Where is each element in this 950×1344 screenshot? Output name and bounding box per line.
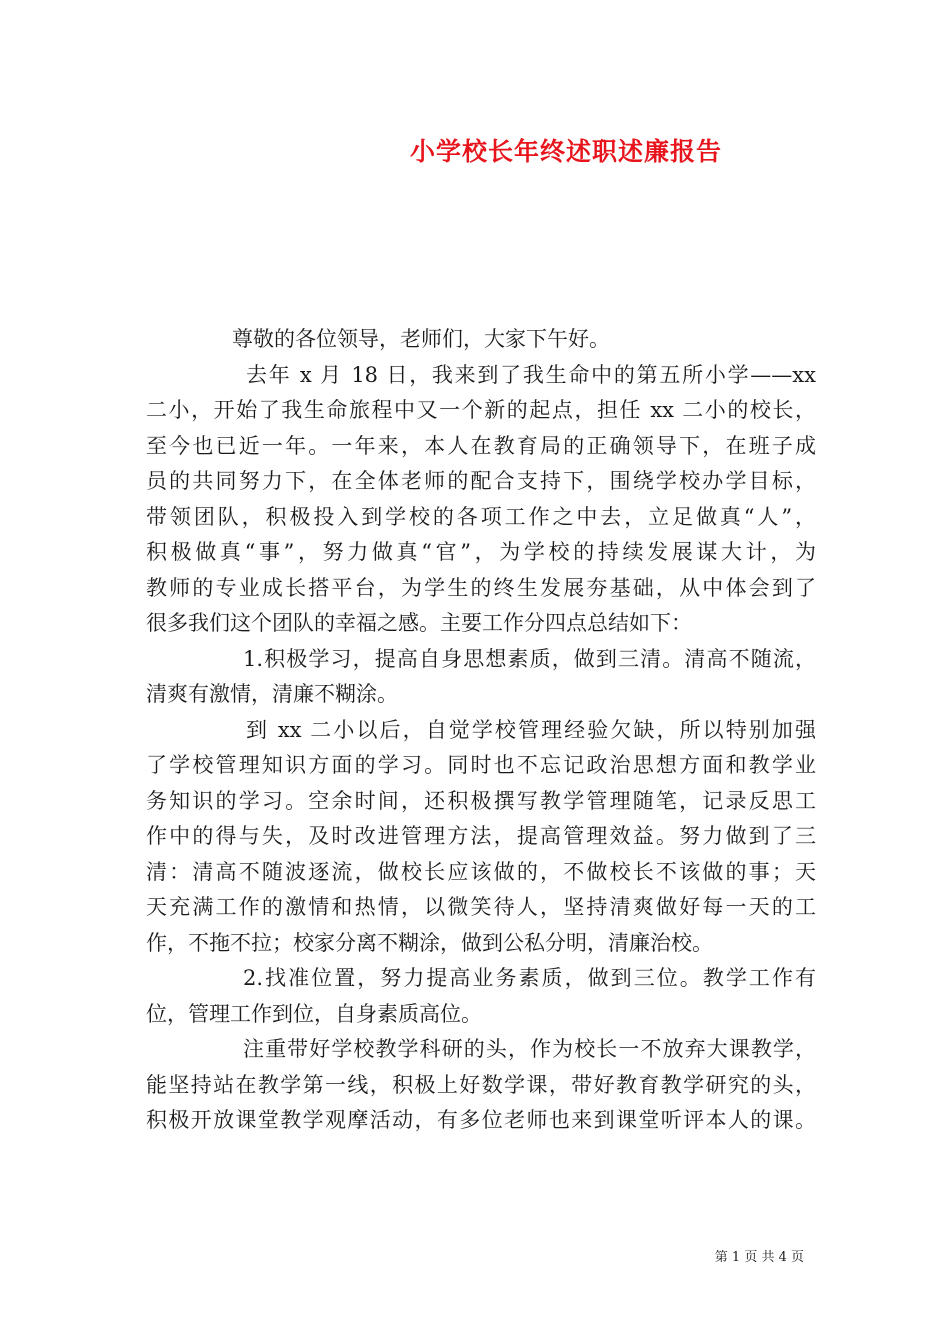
paragraph-line: 积极做真“事”，努力做真“官”，为学校的持续发展谋大计，为	[146, 540, 816, 564]
document-title: 小学校长年终述职述廉报告	[409, 137, 722, 166]
paragraph-line: 位，管理工作到位，自身素质高位。	[146, 1001, 482, 1026]
paragraph-line: 带领团队，积极投入到学校的各项工作之中去，立足做真“人”，	[146, 504, 816, 529]
paragraph-line: 务知识的学习。空余时间，还积极撰写教学管理随笔，记录反思工	[146, 788, 816, 813]
paragraph-line: 员的共同努力下，在全体老师的配合支持下，围绕学校办学目标，	[146, 469, 816, 493]
paragraph-line: 清：清高不随波逐流，做校长应该做的，不做校长不该做的事；天	[146, 859, 816, 884]
paragraph-line: 天充满工作的激情和热情，以微笑待人，坚持清爽做好每一天的工	[146, 895, 816, 919]
paragraph-line: 教师的专业成长搭平台，为学生的终生发展夯基础，从中体会到了	[146, 575, 816, 600]
paragraph-line: 能坚持站在教学第一线，积极上好数学课，带好教育教学研究的头，	[146, 1072, 816, 1097]
paragraph-line: 了学校管理知识方面的学习。同时也不忘记政治思想方面和教学业	[146, 753, 816, 777]
paragraph-line: 到 xx 二小以后，自觉学校管理经验欠缺，所以特别加强	[246, 717, 816, 742]
paragraph-line: 1.积极学习，提高自身思想素质，做到三清。清高不随流，	[243, 646, 816, 671]
paragraph-line: 2.找准位置，努力提高业务素质，做到三位。教学工作有	[243, 966, 816, 990]
paragraph-line: 二小，开始了我生命旅程中又一个新的起点，担任 xx 二小的校长，	[146, 398, 816, 422]
paragraph-line: 作，不拖不拉；校家分离不糊涂，做到公私分明，清廉治校。	[146, 930, 713, 955]
paragraph-line: 很多我们这个团队的幸福之感。主要工作分四点总结如下：	[146, 611, 692, 635]
paragraph-line: 至今也已近一年。一年来，本人在教育局的正确领导下，在班子成	[146, 433, 816, 458]
paragraph-line: 清爽有激情，清廉不糊涂。	[146, 682, 398, 706]
paragraph-line: 积极开放课堂教学观摩活动，有多位老师也来到课堂听评本人的课。	[146, 1108, 816, 1132]
document-body	[146, 322, 816, 1139]
paragraph-line: 作中的得与失，及时改进管理方法，提高管理效益。努力做到了三	[146, 824, 816, 848]
page-number-footer: 第 1 页 共 4 页	[714, 1250, 804, 1265]
paragraph-line: 去年 x 月 18 日，我来到了我生命中的第五所小学——xx	[246, 362, 816, 387]
paragraph-line: 注重带好学校教学科研的头，作为校长一不放弃大课教学，	[243, 1037, 816, 1061]
paragraph-line: 尊敬的各位领导，老师们，大家下午好。	[232, 327, 610, 351]
